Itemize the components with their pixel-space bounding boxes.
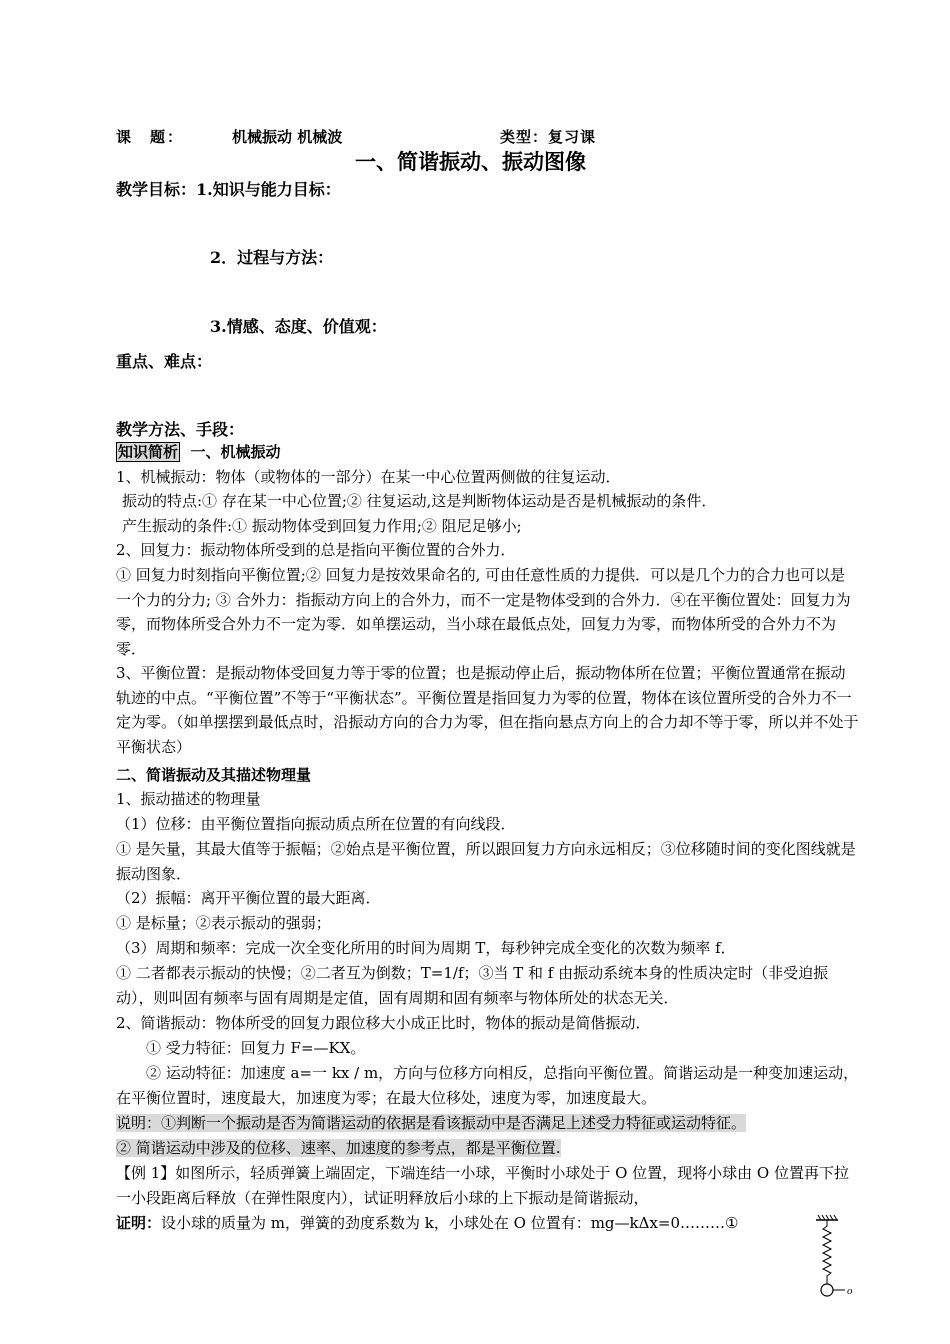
para-5: ① 回复力时刻指向平衡位置;② 回复力是按效果命名的, 可由任意性质的力提供．可以是几个力的合力也可以是一个力的分力; ③ 合外力：指振动方向上的合外力，而不一定是物体受到的合外力．④在平衡位置处：回复力为零，而物体所受合外力不一定为零．如单摆运动，当小球在最低点处，回复力为零，而物体所受的合外力不为零． xyxy=(116,566,851,658)
para-4: 2、回复力：振动物体所受到的总是指向平衡位置的合外力． xyxy=(116,541,516,559)
goal-3: 3.情感、态度、价值观： xyxy=(210,317,387,336)
para-16 xyxy=(116,1061,860,1110)
para-16-text: ② 运动特征：加速度 a=一 kx / m，方向与位移方向相反，总指向平衡位置。简谐运动是一种变加速运动，在平衡位置时，速度最大，加速度为零；在最大位移处，速度为零，加速度最大。 xyxy=(116,1064,859,1107)
para-3: 产生振动的条件:① 振动物体受到回复力作用;② 阻尼足够小; xyxy=(122,517,522,535)
goals-label xyxy=(116,177,341,200)
goal-1: 1.知识与能力目标： xyxy=(196,180,341,199)
para-7: 1、振动描述的物理量 xyxy=(116,790,261,808)
section-title: 一、简谐振动、振动图像 xyxy=(355,149,586,174)
para-18-text: ② 简谐运动中涉及的位移、速率、加速度的参考点，都是平衡位置. xyxy=(116,1139,561,1157)
course-label: 课 题： xyxy=(116,128,185,146)
para-2: 振动的特点:① 存在某一中心位置;② 往复运动,这是判断物体运动是否是机械振动的条件． xyxy=(122,492,717,510)
proof-text: 设小球的质量为 m，弹簧的劲度系数为 k，小球处在 O 位置有：mg—kΔx=0………① xyxy=(161,1214,739,1232)
para-13: ① 二者都表示振动的快慢；②二者互为倒数；T=1/f；③当 T 和 f 由振动系统本身的性质决定时（非受迫振动），则叫固有频率与固有周期是定值，固有周期和固有频率与物体所处的状态无关． xyxy=(116,964,829,1007)
para-6: 3、平衡位置：是振动物体受回复力等于零的位置；也是振动停止后，振动物体所在位置；平衡位置通常在振动轨迹的中点。“平衡位置”不等于“平衡状态”。平衡位置是指回复力为零的位置，物体在该位置所受的合外力不一定为零。（如单摆摆到最低点时，沿振动方向的合力为零，但在指向悬点方向上的合力却不等于零，所以并不处于平衡状态） xyxy=(116,664,859,756)
para-9: ① 是矢量，其最大值等于振幅；②始点是平衡位置，所以跟回复力方向永远相反；③位移随时间的变化图线就是振动图象． xyxy=(116,840,856,883)
knowledge-heading xyxy=(116,441,280,462)
knowledge-title: 一、机械振动 xyxy=(190,443,281,461)
proof-label: 证明： xyxy=(116,1214,162,1232)
para-18 xyxy=(116,1136,860,1161)
ball-icon xyxy=(821,1284,833,1296)
spring-icon xyxy=(823,1220,831,1284)
para-17 xyxy=(116,1111,860,1136)
ceiling-icon xyxy=(816,1215,838,1220)
teaching-methods: 教学方法、手段： xyxy=(116,420,245,439)
para-17-text: 说明：①判断一个振动是否为简谐运动的依据是看该振动中是否满足上述受力特征或运动特征。 xyxy=(116,1114,747,1132)
para-19: 【例 1】如图所示，轻质弹簧上端固定，下端连结一小球，平衡时小球处于 O 位置，现将小球由 O 位置再下拉一小段距离后释放（在弹性限度内），试证明释放后小球的上下振动是简谐振动， xyxy=(116,1164,849,1207)
knowledge-tag: 知识简析 xyxy=(118,443,179,461)
course-title: 机械振动 机械波 xyxy=(232,128,343,146)
para-15: ① 受力特征：回复力 F=—KX。 xyxy=(146,1039,366,1057)
para-14: 2、简谐振动：物体所受的回复力跟位移大小成正比时，物体的振动是简偕振动． xyxy=(116,1014,651,1032)
para-12: （3）周期和频率：完成一次全变化所用的时间为周期 T，每秒钟完成全变化的次数为频率 f． xyxy=(116,939,736,957)
para-20 xyxy=(116,1211,806,1236)
para-1: 1、机械振动：物体（或物体的一部分）在某一中心位置两侧做的往复运动． xyxy=(116,468,621,486)
para-10: （2）振幅：离开平衡位置的最大距离． xyxy=(116,889,381,907)
para-11: ① 是标量；②表示振动的强弱； xyxy=(116,914,331,932)
lesson-type: 类型：复习课 xyxy=(500,128,597,146)
o-label: o xyxy=(847,1285,853,1297)
goals-label-text: 教学目标： xyxy=(116,180,197,199)
goal-2: 2．过程与方法： xyxy=(210,248,334,267)
heading-2: 二、简谐振动及其描述物理量 xyxy=(116,766,312,784)
key-points: 重点、难点： xyxy=(116,352,213,371)
spring-figure xyxy=(808,1212,858,1312)
para-8: （1）位移：由平衡位置指向振动质点所在位置的有向线段． xyxy=(116,815,516,833)
